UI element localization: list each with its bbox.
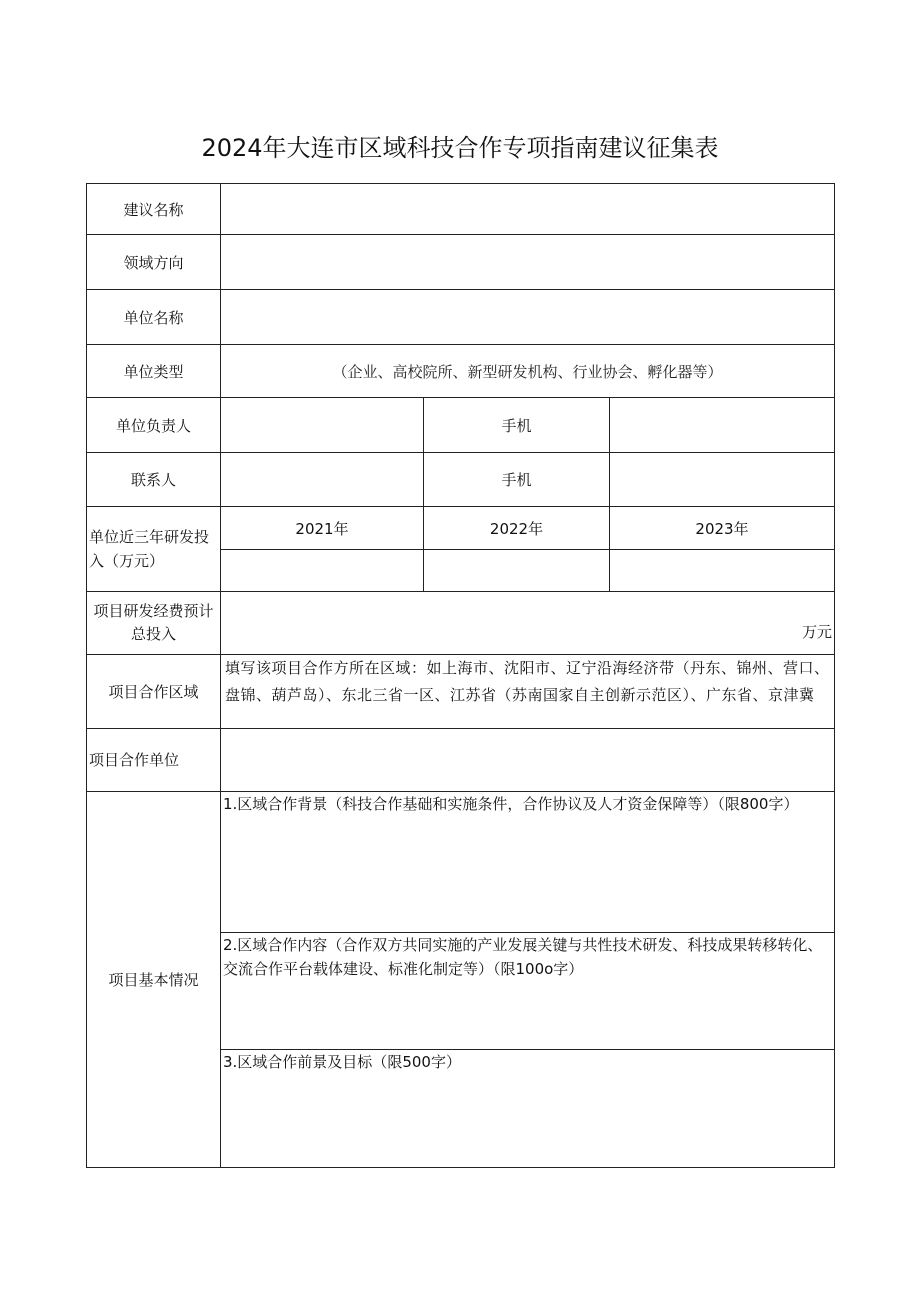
label-unit-name: 单位名称 <box>87 290 221 345</box>
input-domain-direction[interactable] <box>221 235 835 290</box>
row-coop-region <box>87 655 835 729</box>
label-coop-region: 项目合作区域 <box>87 655 221 729</box>
row-rd-investment-years <box>87 507 835 550</box>
label-coop-unit: 项目合作单位 <box>87 729 221 792</box>
label-contact-person: 联系人 <box>87 453 221 507</box>
year-2022: 2022年 <box>424 507 610 550</box>
page-title: 2024年大连市区域科技合作专项指南建议征集表 <box>201 134 719 162</box>
input-rd-2021[interactable] <box>221 550 424 592</box>
row-basic-info-1 <box>87 792 835 933</box>
section-coop-background[interactable]: 1.区域合作背景（科技合作基础和实施条件，合作协议及人才资金保障等）（限800字） <box>221 792 835 933</box>
label-rd-investment: 单位近三年研发投入（万元） <box>87 507 221 592</box>
input-contact-phone[interactable] <box>610 453 835 507</box>
input-leader-phone[interactable] <box>610 398 835 453</box>
suggestion-form-table <box>86 183 835 1168</box>
label-unit-leader: 单位负责人 <box>87 398 221 453</box>
unit-wan-yuan: 万元 <box>802 623 833 641</box>
label-leader-phone: 手机 <box>424 398 610 453</box>
section-coop-content[interactable]: 2.区域合作内容（合作双方共同实施的产业发展关键与共性技术研发、科技成果转移转化、交流合作平台载体建设、标准化制定等）（限100o字） <box>221 933 835 1050</box>
input-contact-person[interactable] <box>221 453 424 507</box>
input-unit-leader[interactable] <box>221 398 424 453</box>
input-rd-2022[interactable] <box>424 550 610 592</box>
unit-type-hint[interactable]: （企业、高校院所、新型研发机构、行业协会、孵化器等） <box>221 345 835 398</box>
row-domain-direction <box>87 235 835 290</box>
year-2021: 2021年 <box>221 507 424 550</box>
label-suggestion-name: 建议名称 <box>87 184 221 235</box>
input-rd-2023[interactable] <box>610 550 835 592</box>
row-project-budget <box>87 592 835 655</box>
coop-region-hint[interactable]: 填写该项目合作方所在区域：如上海市、沈阳市、辽宁沿海经济带（丹东、锦州、营口、盘锦、葫芦岛）、东北三省一区、江苏省（苏南国家自主创新示范区）、广东省、京津冀 <box>221 655 835 729</box>
input-coop-unit[interactable] <box>221 729 835 792</box>
row-unit-leader <box>87 398 835 453</box>
year-2023: 2023年 <box>610 507 835 550</box>
row-contact-person <box>87 453 835 507</box>
label-domain-direction: 领域方向 <box>87 235 221 290</box>
row-suggestion-name <box>87 184 835 235</box>
row-unit-name <box>87 290 835 345</box>
label-unit-type: 单位类型 <box>87 345 221 398</box>
label-basic-info: 项目基本情况 <box>87 792 221 1168</box>
section-coop-prospects[interactable]: 3.区域合作前景及目标（限500字） <box>221 1050 835 1168</box>
label-project-budget: 项目研发经费预计总投入 <box>87 592 221 655</box>
row-unit-type <box>87 345 835 398</box>
input-unit-name[interactable] <box>221 290 835 345</box>
label-contact-phone: 手机 <box>424 453 610 507</box>
input-project-budget[interactable] <box>221 592 835 655</box>
row-coop-unit <box>87 729 835 792</box>
input-suggestion-name[interactable] <box>221 184 835 235</box>
